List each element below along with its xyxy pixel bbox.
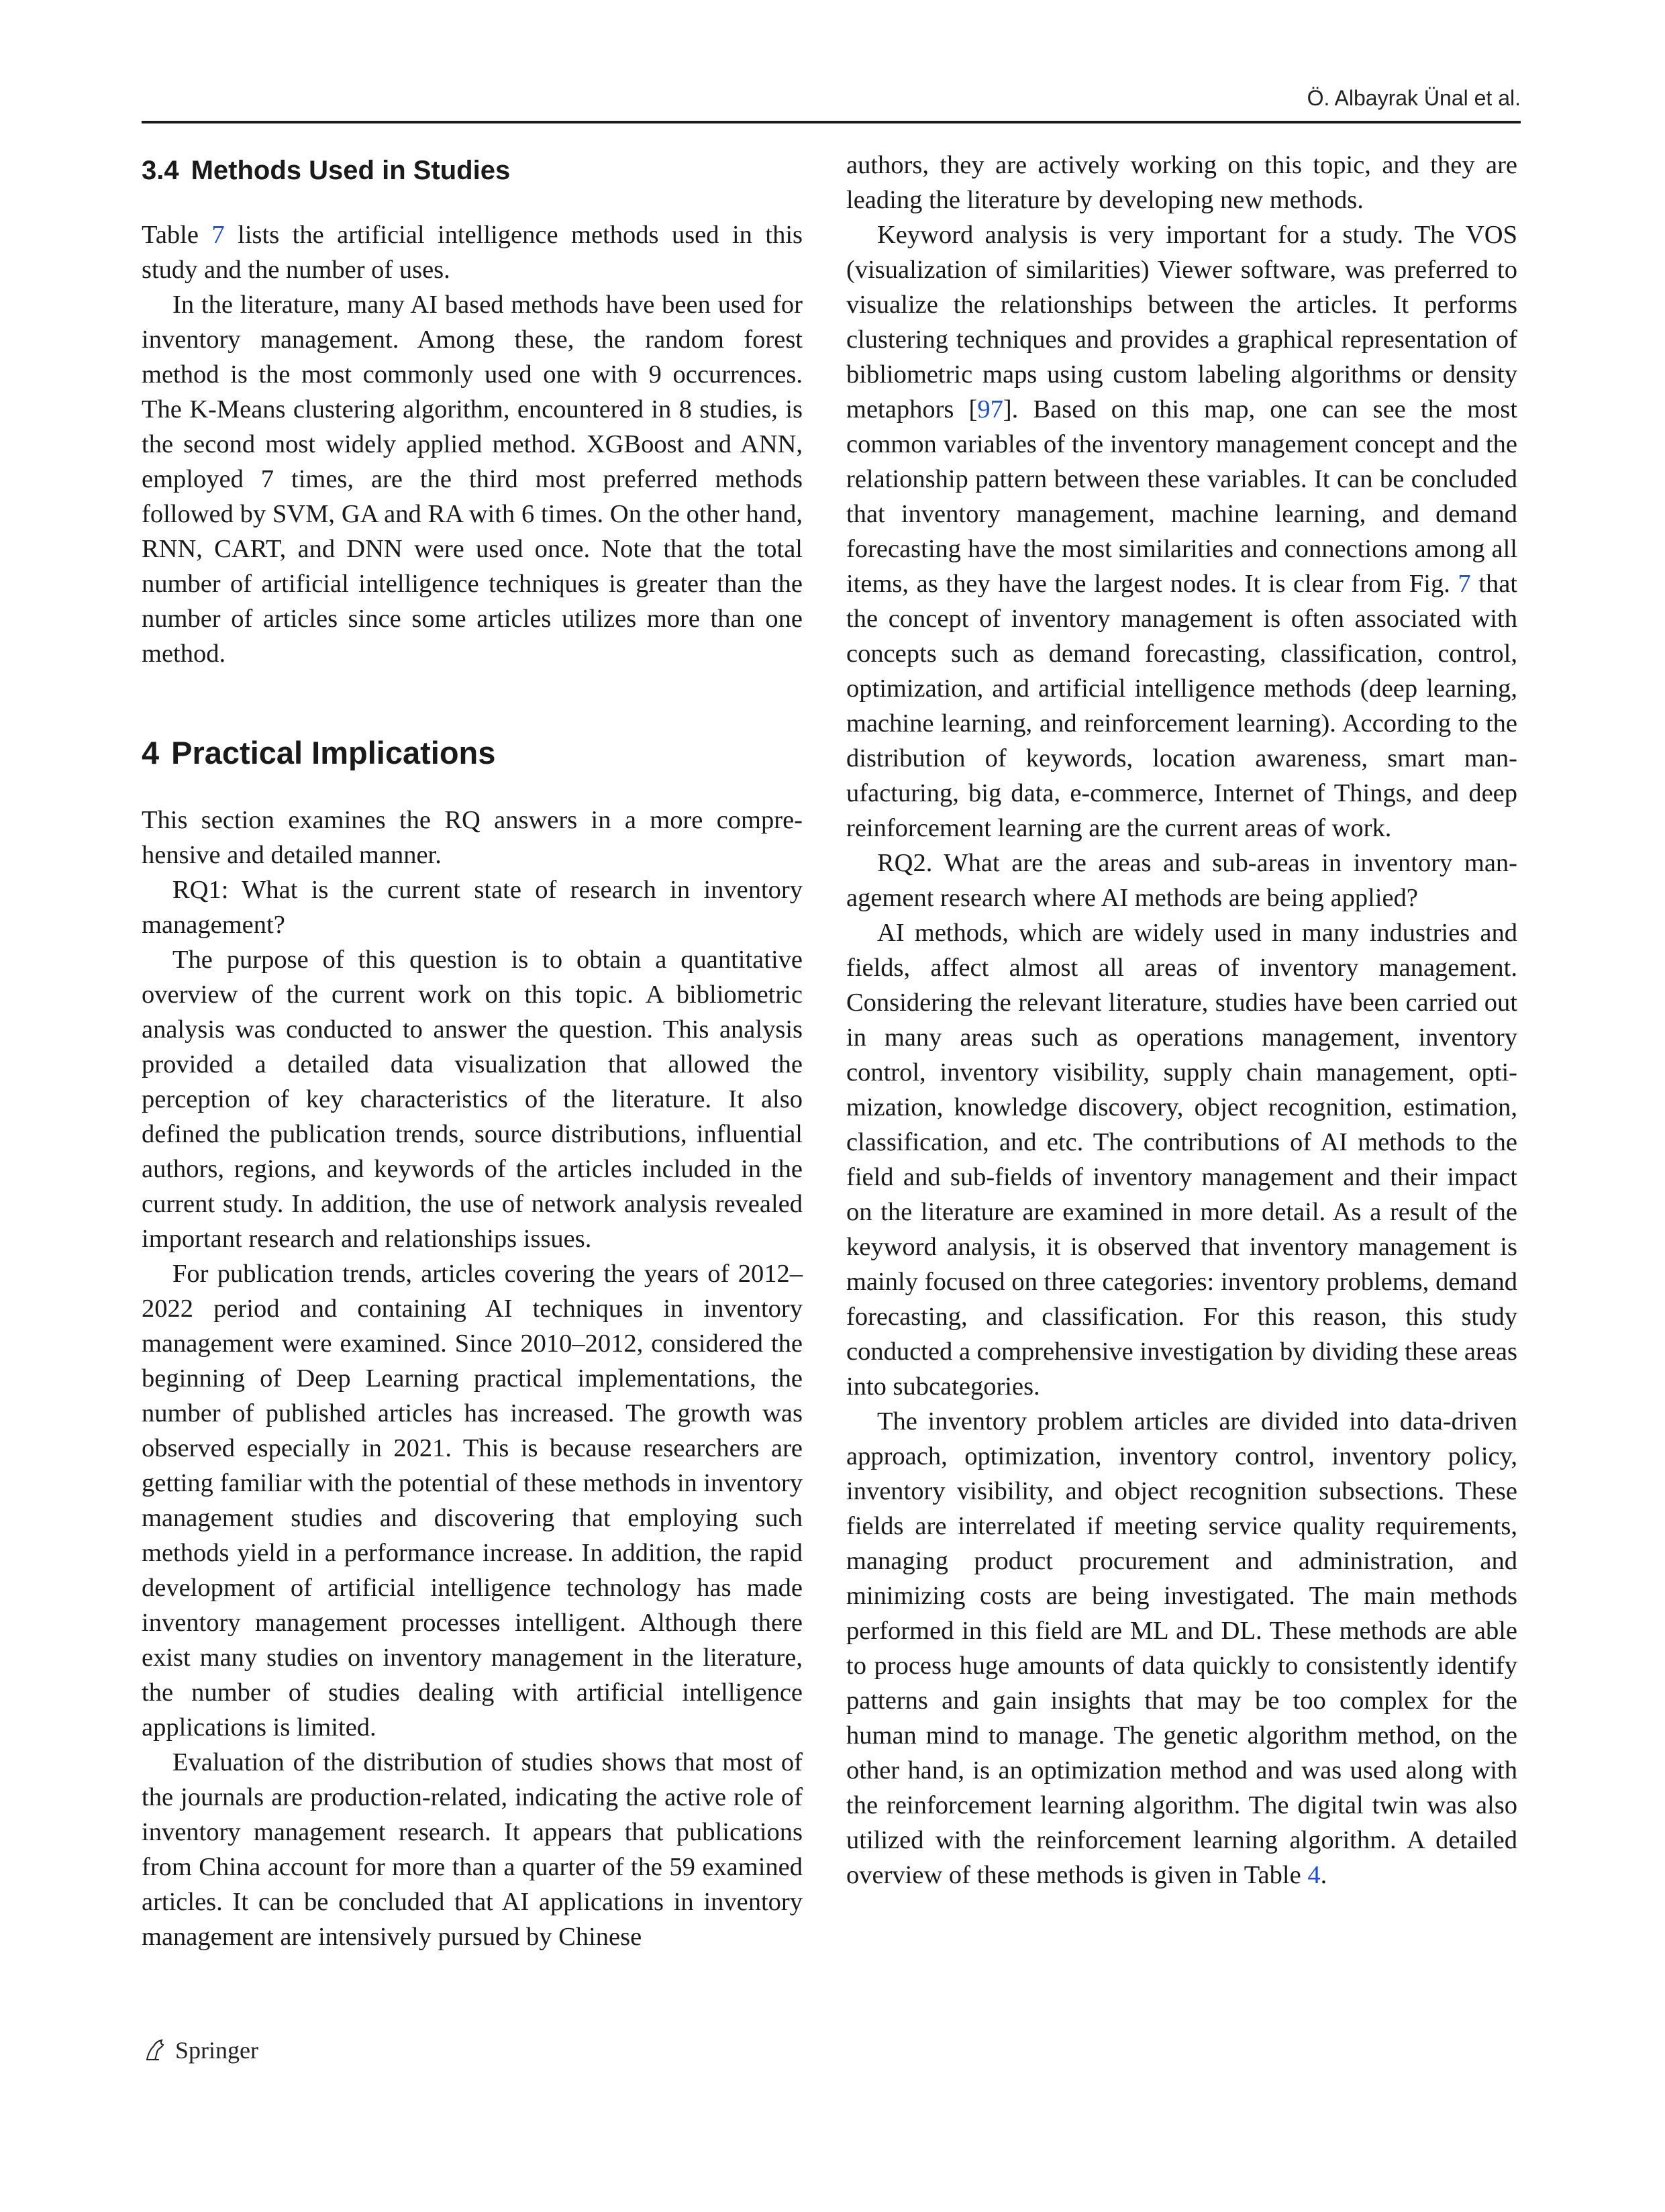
- text-span: that the concept of inventory management is often associated with concepts such as demand forecasting, classification, control, optimization, and artificial intelligence methods (deep learning, machine learning, and reinforcement learning). According to the distribution of keywords, location awareness, smart manufacturing, big data, e-commerce, Internet of Things, and deep reinforcement learning are the current areas of work.: [846, 570, 1517, 842]
- paragraph: authors, they are actively working on this topic, and they are leading the literature by developing new methods.: [846, 151, 1517, 214]
- paragraph: [846, 217, 1517, 846]
- text-span: Keyword analysis is very important for a study. The VOS (visualization of similarities) Viewer software, was preferred to visualize the relationships between the articles. It performs clustering techniques and provides a graphical representation of bibliometric maps using custom labeling algorithms or density metaphors [: [846, 221, 1517, 423]
- paragraph: [846, 1404, 1517, 1893]
- text-span: Table: [142, 221, 212, 249]
- section-title: Methods Used in Studies: [191, 156, 511, 185]
- paragraph: The purpose of this question is to obtain a quantitative overview of the current work on this topic. A bibliometric analysis was conducted to answer the question. This analysis provided a detailed data visualization that allowed the perception of key characteristics of the literature. It also defined the publication trends, source distributions, influential authors, regions, and keywords of the articles included in the current study. In addition, the use of network analysis revealed important research and relationships issues.: [142, 946, 803, 1253]
- paragraph: RQ1: What is the current state of research in inventory management?: [142, 876, 803, 939]
- section-number: 3.4: [142, 156, 179, 185]
- paragraph: Evaluation of the distribution of studies shows that most of the journals are production-related, indicating the active role of inventory management research. It appears that publications from China account for more than a quarter of the 59 examined articles. It can be concluded that AI applications in inventory management are intensively pursued by Chinese: [142, 1748, 803, 1951]
- text-span: lists the artificial intelligence methods used in this study and the number of uses.: [142, 221, 803, 284]
- text-span: .: [1320, 1861, 1327, 1889]
- section-number: 4: [142, 735, 160, 770]
- text-span: The inventory problem articles are divided into data-driven approach, optimization, inventory control, inventory policy, inventory visibility, and object recognition subsections. These fields are interrelated if meeting service quality requirements, managing product procurement and administration, and minimizing costs are being investigated. The main methods performed in this field are ML and DL. These methods are able to process huge amounts of data quickly to consistently identify patterns and gain insights that may be too complex for the human mind to manage. The genetic algorithm method, on the other hand, is an optimization method and was used along with the reinforcement learning algorithm. The digital twin was also utilized with the reinforcement learning algorithm. A detailed overview of these methods is given in Table: [846, 1407, 1517, 1889]
- paragraph: In the literature, many AI based methods have been used for inventory management. Among these, the random forest method is the most commonly used one with 9 occurrences. The K-Means clustering algorithm, encountered in 8 studies, is the second most widely applied method. XGBoost and ANN, employed 7 times, are the third most preferred methods followed by SVM, GA and RA with 6 times. On the other hand, RNN, CART, and DNN were used once. Note that the total number of artificial intelligence techniques is greater than the number of articles since some articles utilizes more than one method.: [142, 291, 803, 668]
- left-column: [142, 148, 803, 1954]
- header-rule: [142, 121, 1521, 123]
- springer-horse-icon: [142, 2037, 168, 2064]
- page-footer: [142, 2036, 258, 2064]
- section-title: Practical Implications: [171, 735, 496, 770]
- section-4-heading: [142, 733, 803, 773]
- table-link[interactable]: 4: [1307, 1861, 1321, 1889]
- paragraph: [142, 217, 803, 287]
- publisher-name: Springer: [175, 2037, 258, 2064]
- paragraph: AI methods, which are widely used in many industries and fields, affect almost all areas of inventory management. Considering the relevant literature, studies have been carried out in many areas such as operations management, inventory control, inventory visibility, supply chain management, optimization, knowledge discovery, object recognition, estimation, classification, and etc. The contributions of AI methods to the field and sub-fields of inventory management and their impact on the literature are examined in more detail. As a result of the keyword analysis, it is observed that inventory management is mainly focused on three categories: inventory problems, demand forecasting, and classification. For this reason, this study conducted a comprehensive investigation by dividing these areas into subcategories.: [846, 919, 1517, 1401]
- running-head: Ö. Albayrak Ünal et al.: [1307, 86, 1521, 110]
- figure-link[interactable]: 7: [1458, 570, 1471, 598]
- table-link[interactable]: 7: [211, 221, 225, 249]
- citation-link[interactable]: 97: [977, 395, 1003, 423]
- paragraph: This section examines the RQ answers in a more comprehensive and detailed manner.: [142, 806, 803, 869]
- paragraph: RQ2. What are the areas and sub-areas in inventory management research where AI methods are being applied?: [846, 849, 1517, 912]
- section-3-4-heading: [142, 153, 803, 188]
- right-column: [846, 148, 1517, 1893]
- text-span: ]. Based on this map, one can see the most common variables of the inventory management concept and the relationship pattern between these variables. It can be concluded that inventory management, machine learning, and demand forecasting have the most similarities and connections among all items, as they have the largest nodes. It is clear from Fig.: [846, 395, 1517, 598]
- paragraph: For publication trends, articles covering the years of 2012–2022 period and containing AI techniques in inventory management were examined. Since 2010–2012, considered the beginning of Deep Learning practical implementations, the number of published articles has increased. The growth was observed especially in 2021. This is because researchers are getting familiar with the potential of these methods in inventory management studies and discovering that employing such methods yield in a performance increase. In addition, the rapid development of artificial intelligence technology has made inventory management processes intelligent. Although there exist many studies on inventory management in the literature, the number of studies dealing with artificial intelligence applications is limited.: [142, 1260, 803, 1742]
